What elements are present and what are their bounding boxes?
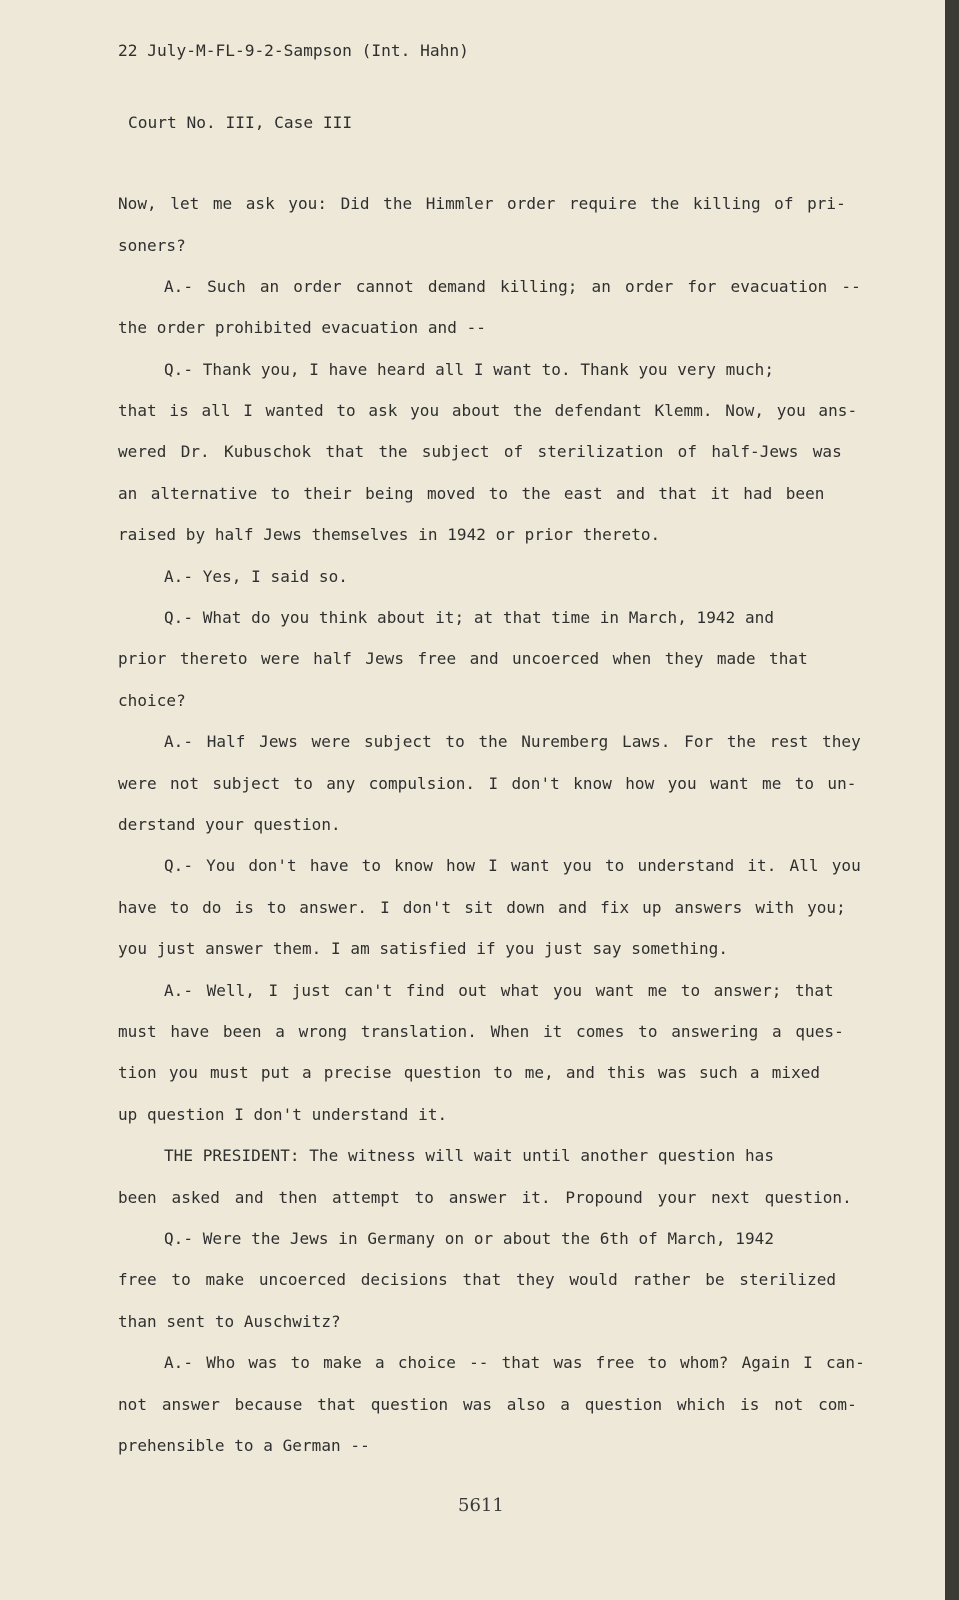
text-line-30: not answer because that question was also a question which is not com- (118, 1395, 857, 1414)
text-line-28: than sent to Auschwitz? (118, 1312, 341, 1331)
text-line-5: Q.- Thank you, I have heard all I want to. Thank you very much; (164, 360, 775, 379)
text-line-3: A.- Such an order cannot demand killing; an order for evacuation -- (164, 277, 861, 296)
text-line-21: must have been a wrong translation. When it comes to answering a ques- (118, 1022, 844, 1041)
header-line-1: 22 July-M-FL-9-2-Sampson (Int. Hahn) (118, 41, 469, 60)
text-line-10: A.- Yes, I said so. (164, 567, 348, 586)
text-line-6: that is all I wanted to ask you about the defendant Klemm. Now, you ans- (118, 401, 858, 420)
text-line-16: derstand your question. (118, 815, 341, 834)
text-line-7: wered Dr. Kubuschok that the subject of sterilization of half-Jews was (118, 442, 842, 461)
text-line-31: prehensible to a German -- (118, 1436, 370, 1455)
text-line-20: A.- Well, I just can't find out what you want me to answer; that (164, 981, 834, 1000)
text-line-12: prior thereto were half Jews free and uncoerced when they made that (118, 649, 808, 668)
text-line-17: Q.- You don't have to know how I want you to understand it. All you (164, 856, 861, 875)
text-line-15: were not subject to any compulsion. I don't know how you want me to un- (118, 774, 857, 793)
text-line-14: A.- Half Jews were subject to the Nuremberg Laws. For the rest they (164, 732, 861, 751)
text-line-27: free to make uncoerced decisions that they would rather be sterilized (118, 1270, 837, 1289)
text-line-11: Q.- What do you think about it; at that time in March, 1942 and (164, 608, 775, 627)
text-line-25: been asked and then attempt to answer it. Propound your next question. (118, 1188, 852, 1207)
scan-edge (945, 0, 959, 1600)
text-line-18: have to do is to answer. I don't sit down and fix up answers with you; (118, 898, 846, 917)
text-line-26: Q.- Were the Jews in Germany on or about the 6th of March, 1942 (164, 1229, 775, 1248)
page-number: 5611 (458, 1495, 504, 1516)
text-line-29: A.- Who was to make a choice -- that was free to whom? Again I can- (164, 1353, 865, 1372)
text-line-24: THE PRESIDENT: The witness will wait until another question has (164, 1146, 775, 1165)
text-line-1: Now, let me ask you: Did the Himmler order require the killing of pri- (118, 194, 846, 213)
text-line-4: the order prohibited evacuation and -- (118, 318, 486, 337)
text-line-13: choice? (118, 691, 186, 710)
text-line-22: tion you must put a precise question to me, and this was such a mixed (118, 1063, 821, 1082)
text-line-8: an alternative to their being moved to the east and that it had been (118, 484, 825, 503)
text-line-9: raised by half Jews themselves in 1942 or prior thereto. (118, 525, 661, 544)
text-line-2: soners? (118, 236, 186, 255)
header-line-2: Court No. III, Case III (128, 113, 353, 132)
text-line-23: up question I don't understand it. (118, 1105, 448, 1124)
text-line-19: you just answer them. I am satisfied if you just say something. (118, 939, 729, 958)
